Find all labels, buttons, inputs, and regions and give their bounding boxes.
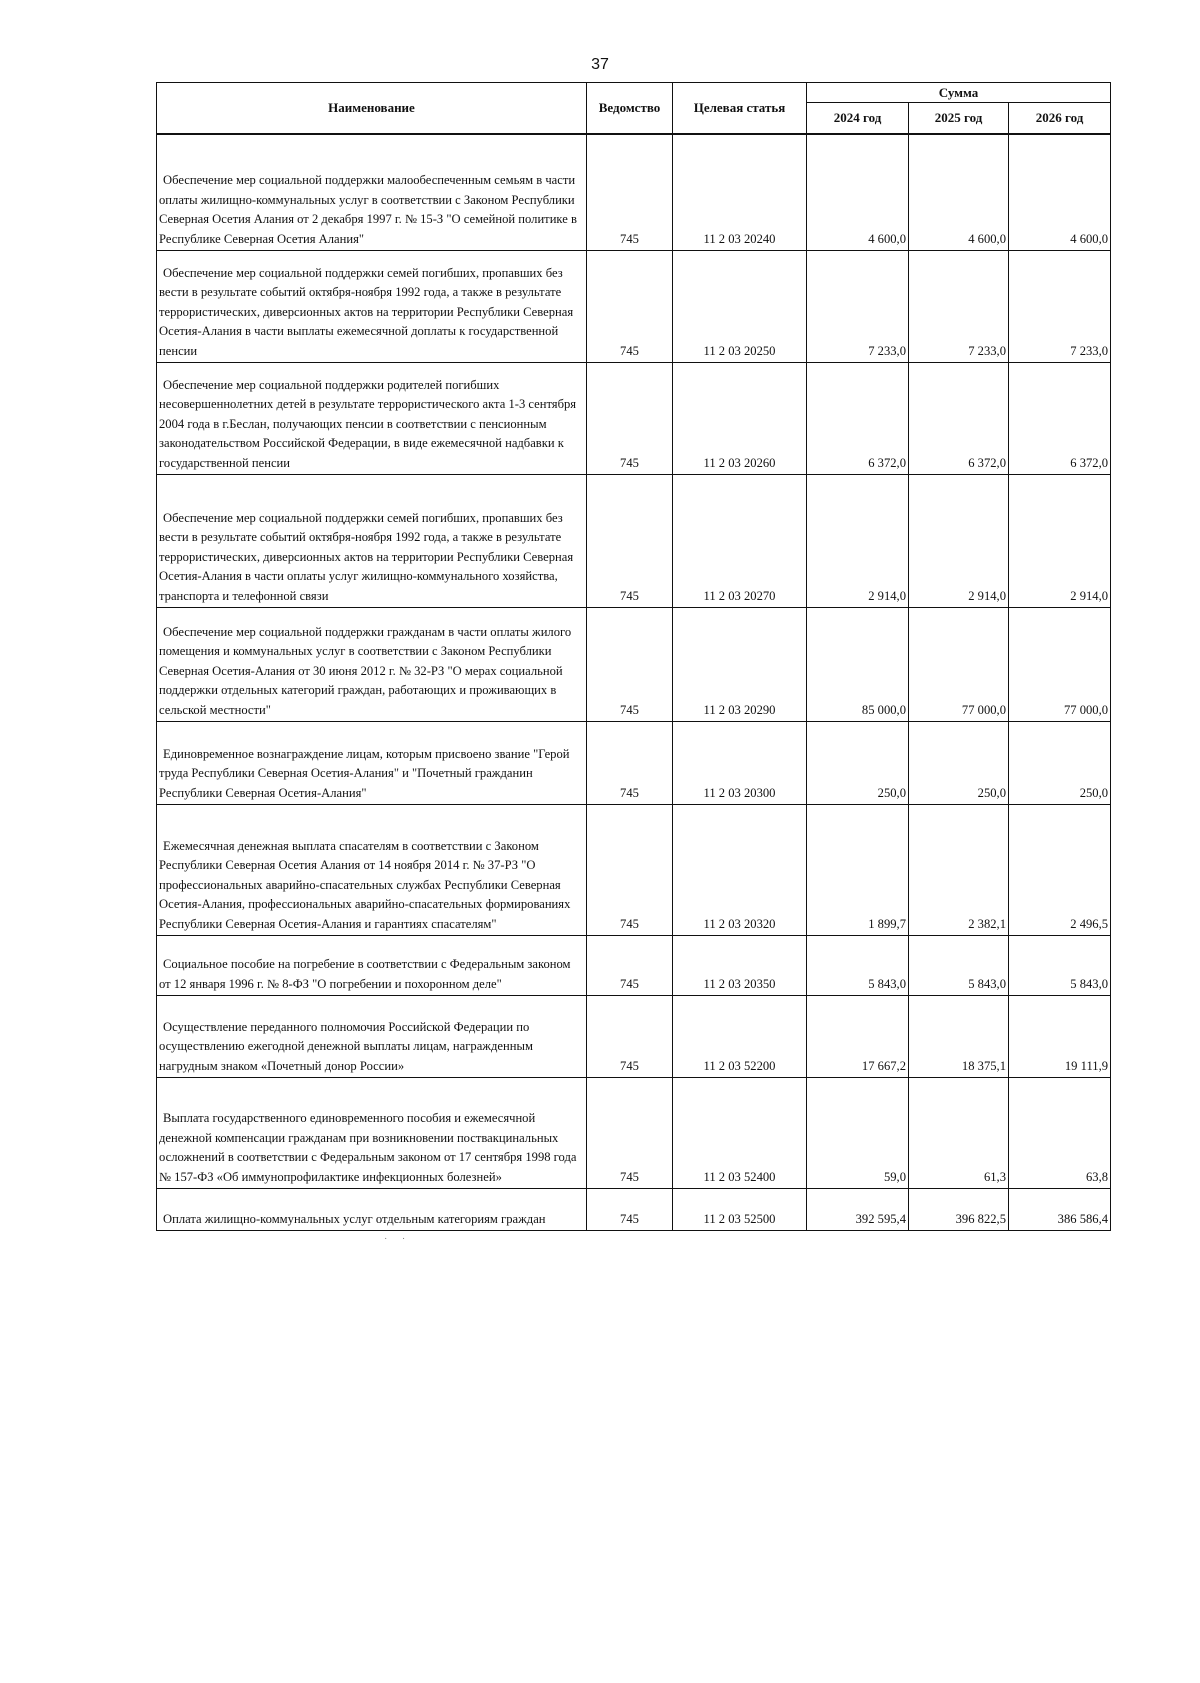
table-row: [157, 362, 1111, 474]
row-name-text: Обеспечение мер социальной поддержки гражданам в части оплаты жилого помещения и коммунальных услуг в соответствии с Законом Республики Северная Осетия-Алания от 30 июня 2012 г. № 32-РЗ "О мерах социальной поддержки отдельных категорий граждан, работающих и проживающих в сельской местности": [159, 624, 572, 717]
row-amount-2024: 250,0: [807, 721, 909, 804]
row-amount-2024: 6 372,0: [807, 362, 909, 474]
row-code-cell: 11 2 03 20350: [673, 935, 807, 995]
row-amount-2025: 2 914,0: [909, 474, 1009, 607]
row-amount-2025: 2 382,1: [909, 804, 1009, 935]
row-amount-2025: 6 372,0: [909, 362, 1009, 474]
row-department-cell: 745: [587, 1188, 673, 1230]
row-amount-2026: 63,8: [1009, 1077, 1111, 1188]
row-amount-2024: 7 233,0: [807, 250, 909, 362]
page-number: 37: [591, 56, 609, 73]
row-name-text: Осуществление переданного полномочия Российской Федерации по осуществлению ежегодной денежной выплаты лицам, награжденным нагрудным знаком «Почетный донор России»: [159, 1019, 533, 1073]
row-amount-2025: 18 375,1: [909, 995, 1009, 1077]
table-row: [157, 607, 1111, 721]
header-sum: Сумма: [807, 83, 1111, 103]
row-code-cell: 11 2 03 20270: [673, 474, 807, 607]
table-row: [157, 935, 1111, 995]
row-name-cell: [157, 1188, 587, 1230]
row-amount-2026: 4 600,0: [1009, 134, 1111, 250]
row-amount-2025: 5 843,0: [909, 935, 1009, 995]
row-amount-2025: 7 233,0: [909, 250, 1009, 362]
table-row: [157, 1188, 1111, 1230]
row-name-cell: [157, 804, 587, 935]
table-row: [157, 474, 1111, 607]
row-department-cell: 745: [587, 362, 673, 474]
row-amount-2024: 4 600,0: [807, 134, 909, 250]
row-code-cell: 11 2 03 20250: [673, 250, 807, 362]
row-department-cell: 745: [587, 721, 673, 804]
row-code-cell: 11 2 03 20240: [673, 134, 807, 250]
row-name-text: Выплата государственного единовременного пособия и ежемесячной денежной компенсации гражданам при возникновении поствакцинальных осложнений в соответствии с Федеральным законом от 17 сентября 1998 года № 157-ФЗ «Об иммунопрофилактике инфекционных болезней»: [159, 1111, 577, 1184]
row-department-cell: 745: [587, 134, 673, 250]
row-name-cell: [157, 721, 587, 804]
row-amount-2024: 17 667,2: [807, 995, 909, 1077]
header-year-2026: 2026 год: [1009, 103, 1111, 135]
row-name-cell: [157, 935, 587, 995]
row-amount-2024: 2 914,0: [807, 474, 909, 607]
row-department-cell: 745: [587, 1077, 673, 1188]
row-amount-2024: 5 843,0: [807, 935, 909, 995]
row-department-cell: 745: [587, 474, 673, 607]
row-code-cell: 11 2 03 20300: [673, 721, 807, 804]
row-name-text: Обеспечение мер социальной поддержки семей погибших, пропавших без вести в результате событий октября-ноября 1992 года, а также в результате террористических, диверсионных актов на территории Республики Северная Осетия-Алания в части выплаты ежемесячной доплаты к государственной пенсии: [159, 265, 574, 358]
row-name-text: Обеспечение мер социальной поддержки родителей погибших несовершеннолетних детей в результате террористического акта 1-3 сентября 2004 года в г.Беслан, получающих пенсии в соответствии с пенсионным законодательством Российской Федерации, в виде ежемесячной надбавки к государственной пенсии: [159, 377, 577, 470]
row-amount-2026: 2 496,5: [1009, 804, 1111, 935]
row-department-cell: 745: [587, 607, 673, 721]
row-amount-2025: 4 600,0: [909, 134, 1009, 250]
row-amount-2025: 77 000,0: [909, 607, 1009, 721]
row-name-cell: [157, 134, 587, 250]
row-amount-2024: 1 899,7: [807, 804, 909, 935]
row-name-text: Ежемесячная денежная выплата спасателям в соответствии с Законом Республики Северная Осетия Алания от 14 ноября 2014 г. № 37-РЗ "О профессиональных аварийно-спасательных службах Республики Северная Осетия-Алания, профессиональных аварийно-спасательных формированиях Республики Северная Осетия-Алания и гарантиях спасателям": [159, 838, 571, 931]
header-name: Наименование: [157, 83, 587, 135]
row-amount-2026: 2 914,0: [1009, 474, 1111, 607]
table-body: [157, 134, 1111, 1230]
row-amount-2026: 386 586,4: [1009, 1188, 1111, 1230]
header-year-2024: 2024 год: [807, 103, 909, 135]
table-header: [157, 83, 1111, 135]
row-amount-2026: 19 111,9: [1009, 995, 1111, 1077]
table-row: [157, 250, 1111, 362]
row-name-text: Единовременное вознаграждение лицам, которым присвоено звание "Герой труда Республики Северная Осетия-Алания" и "Почетный гражданин Республики Северная Осетия-Алания": [159, 746, 570, 800]
table-row: [157, 995, 1111, 1077]
row-name-cell: [157, 607, 587, 721]
row-amount-2024: 59,0: [807, 1077, 909, 1188]
budget-table: [156, 82, 1111, 1231]
row-name-cell: [157, 995, 587, 1077]
row-amount-2026: 6 372,0: [1009, 362, 1111, 474]
row-name-cell: [157, 250, 587, 362]
row-amount-2025: 396 822,5: [909, 1188, 1009, 1230]
row-code-cell: 11 2 03 20320: [673, 804, 807, 935]
header-department: Ведомство: [587, 83, 673, 135]
row-name-cell: [157, 474, 587, 607]
row-code-cell: 11 2 03 20290: [673, 607, 807, 721]
scan-artifact: ˙ ˙: [384, 1237, 412, 1248]
row-amount-2024: 392 595,4: [807, 1188, 909, 1230]
row-amount-2026: 7 233,0: [1009, 250, 1111, 362]
row-name-text: Обеспечение мер социальной поддержки семей погибших, пропавших без вести в результате событий октября-ноября 1992 года, а также в результате террористических, диверсионных актов на территории Республики Северная Осетия-Алания в части оплаты услуг жилищно-коммунального хозяйства, транспорта и телефонной связи: [159, 510, 574, 603]
row-department-cell: 745: [587, 935, 673, 995]
table-row: [157, 134, 1111, 250]
row-amount-2026: 250,0: [1009, 721, 1111, 804]
row-department-cell: 745: [587, 250, 673, 362]
row-amount-2024: 85 000,0: [807, 607, 909, 721]
row-code-cell: 11 2 03 52400: [673, 1077, 807, 1188]
row-name-text: Социальное пособие на погребение в соответствии с Федеральным законом от 12 января 1996 г. № 8-ФЗ "О погребении и похоронном деле": [159, 957, 571, 991]
header-year-2025: 2025 год: [909, 103, 1009, 135]
row-code-cell: 11 2 03 52500: [673, 1188, 807, 1230]
row-amount-2025: 61,3: [909, 1077, 1009, 1188]
row-name-cell: [157, 1077, 587, 1188]
table-row: [157, 1077, 1111, 1188]
row-name-cell: [157, 362, 587, 474]
row-department-cell: 745: [587, 804, 673, 935]
row-department-cell: 745: [587, 995, 673, 1077]
header-target-item: Целевая статья: [673, 83, 807, 135]
row-code-cell: 11 2 03 52200: [673, 995, 807, 1077]
row-code-cell: 11 2 03 20260: [673, 362, 807, 474]
table-row: [157, 804, 1111, 935]
row-name-text: Обеспечение мер социальной поддержки малообеспеченным семьям в части оплаты жилищно-коммунальных услуг в соответствии с Законом Республики Северная Осетия Алания от 2 декабря 1997 г. № 15-З "О семейной политике в Республике Северная Осетия Алания": [159, 173, 577, 246]
row-amount-2025: 250,0: [909, 721, 1009, 804]
row-amount-2026: 5 843,0: [1009, 935, 1111, 995]
row-name-text: Оплата жилищно-коммунальных услуг отдельным категориям граждан: [163, 1211, 546, 1226]
table-row: [157, 721, 1111, 804]
row-amount-2026: 77 000,0: [1009, 607, 1111, 721]
